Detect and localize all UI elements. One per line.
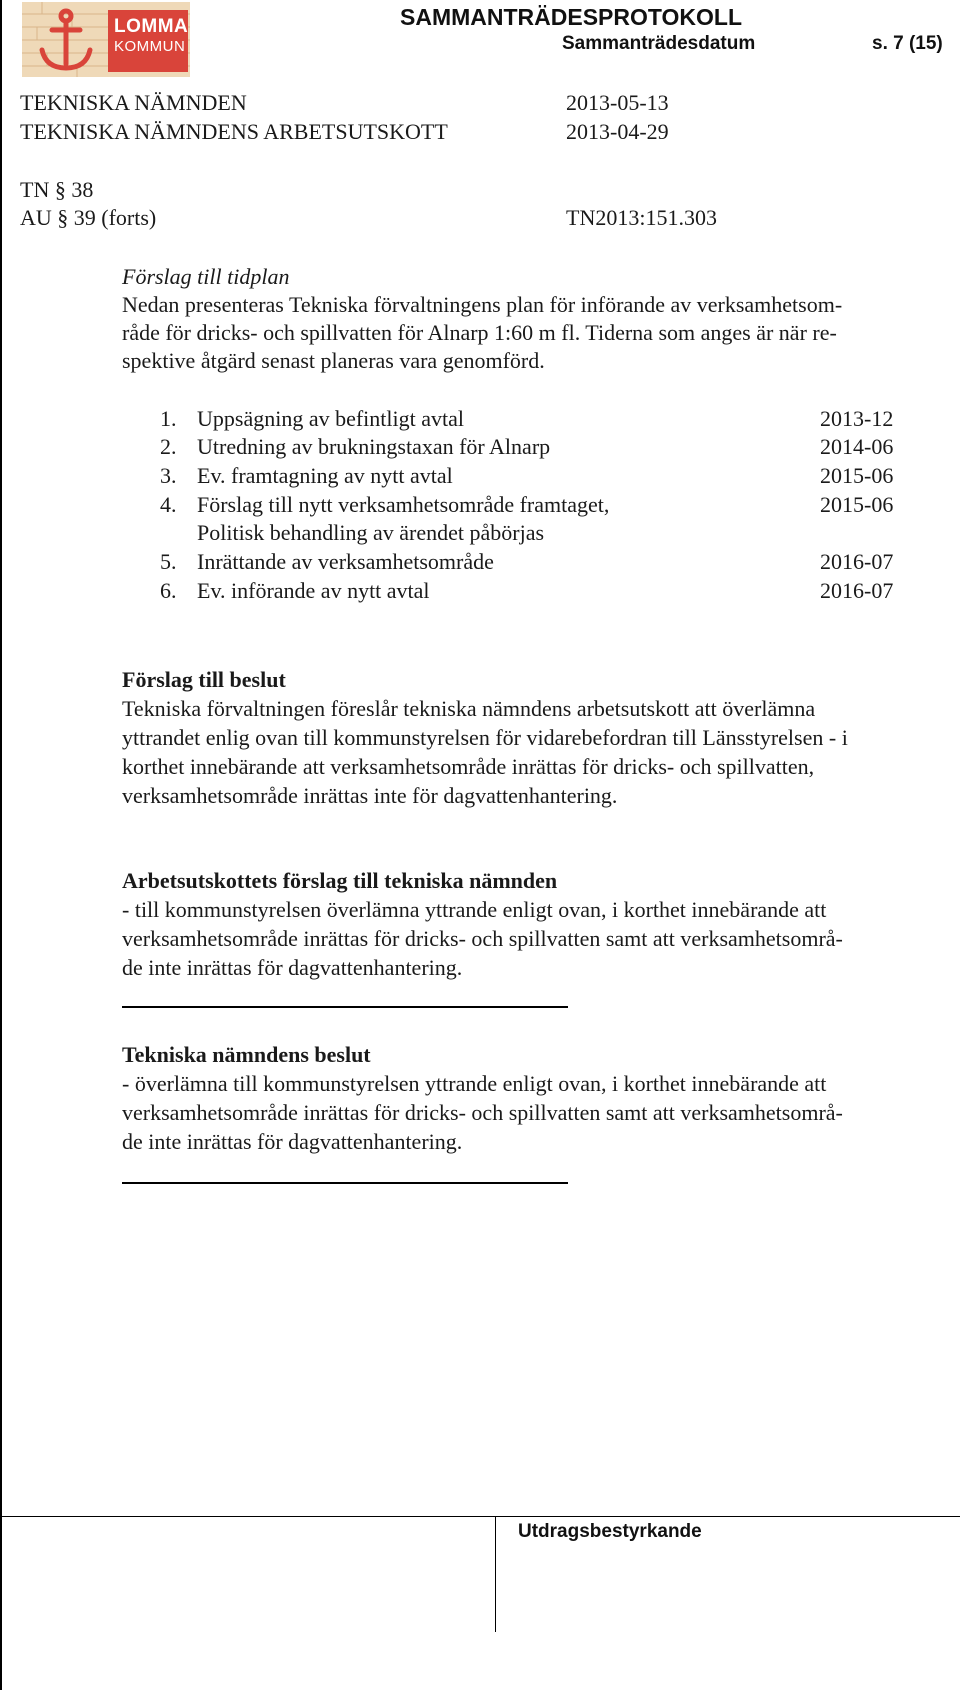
list-item-text-continued: Politisk behandling av ärendet påbörjas xyxy=(197,520,545,545)
lomma-kommun-logo xyxy=(22,2,190,77)
footer-divider xyxy=(495,1516,496,1632)
list-item-date: 2016-07 xyxy=(820,578,894,603)
list-item-text: Uppsägning av befintligt avtal xyxy=(197,406,464,431)
list-item-date: 2016-07 xyxy=(820,549,894,574)
document-title: SAMMANTRÄDESPROTOKOLL xyxy=(400,4,743,30)
list-item-number: 6. xyxy=(160,578,177,603)
decision-proposal-line-1: Tekniska förvaltningen föreslår tekniska nämndens arbetsutskott att överlämna xyxy=(122,696,816,721)
list-item-number: 2. xyxy=(160,434,177,459)
logo-text-lomma: LOMMA xyxy=(114,16,189,37)
meeting-date-label: Sammanträdesdatum xyxy=(562,33,756,54)
meeting-date-1: 2013-05-13 xyxy=(566,90,669,115)
list-item-number: 3. xyxy=(160,463,177,488)
committee-proposal-line-2: verksamhetsområde inrättas för dricks- och spillvatten samt att verksamhetsområ- xyxy=(122,926,843,951)
board-decision-line-1: - överlämna till kommunstyrelsen yttrande enligt ovan, i korthet innebärande att xyxy=(122,1071,827,1096)
case-number: TN2013:151.303 xyxy=(566,205,717,230)
decision-proposal-line-3: korthet innebärande att verksamhetsområde inrättas för dricks- och spillvatten, xyxy=(122,754,815,779)
board-decision-line-2: verksamhetsområde inrättas för dricks- och spillvatten samt att verksamhetsområ- xyxy=(122,1100,843,1125)
list-item-number: 4. xyxy=(160,492,177,517)
list-item-text: Utredning av brukningstaxan för Alnarp xyxy=(197,434,551,459)
list-item-text: Ev. framtagning av nytt avtal xyxy=(197,463,453,488)
decision-proposal-line-2: yttrandet enlig ovan till kommunstyrelsen för vidarebefordran till Länsstyrelsen - i xyxy=(122,725,848,750)
committee-proposal-line-3: de inte inrättas för dagvattenhantering. xyxy=(122,955,463,980)
section-rule xyxy=(122,1182,568,1184)
board-decision-line-3: de inte inrättas för dagvattenhantering. xyxy=(122,1129,463,1154)
meeting-date-2: 2013-04-29 xyxy=(566,119,669,144)
tn-paragraph: TN § 38 xyxy=(20,177,94,202)
decision-proposal-line-4: verksamhetsområde inrättas inte för dagvattenhantering. xyxy=(122,783,618,808)
list-item-number: 1. xyxy=(160,406,177,431)
list-item-date: 2015-06 xyxy=(820,463,894,488)
meeting-body-2: TEKNISKA NÄMNDENS ARBETSUTSKOTT xyxy=(20,119,448,144)
au-paragraph: AU § 39 (forts) xyxy=(20,205,157,230)
certification-label: Utdragsbestyrkande xyxy=(518,1521,702,1542)
timeline-heading: Förslag till tidplan xyxy=(122,264,290,289)
page-left-border xyxy=(0,0,2,1690)
timeline-text-line-2: råde för dricks- och spillvatten för Alnarp 1:60 m fl. Tiderna som anges är när re- xyxy=(122,320,837,345)
meeting-body-1: TEKNISKA NÄMNDEN xyxy=(20,90,247,115)
logo-text-kommun: KOMMUN xyxy=(114,38,186,55)
list-item-text: Förslag till nytt verksamhetsområde framtaget, xyxy=(197,492,610,517)
list-item-date: 2015-06 xyxy=(820,492,894,517)
list-item-text: Ev. införande av nytt avtal xyxy=(197,578,430,603)
decision-proposal-heading: Förslag till beslut xyxy=(122,667,286,692)
list-item-date: 2014-06 xyxy=(820,434,894,459)
board-decision-heading: Tekniska nämndens beslut xyxy=(122,1042,371,1067)
list-item-text: Inrättande av verksamhetsområde xyxy=(197,549,494,574)
list-item-date: 2013-12 xyxy=(820,406,894,431)
committee-proposal-line-1: - till kommunstyrelsen överlämna yttrande enligt ovan, i korthet innebärande att xyxy=(122,897,827,922)
footer-rule xyxy=(0,1516,960,1517)
section-rule xyxy=(122,1006,568,1008)
page-number: s. 7 (15) xyxy=(872,33,943,54)
timeline-text-line-3: spektive åtgärd senast planeras vara genomförd. xyxy=(122,348,545,373)
timeline-text-line-1: Nedan presenteras Tekniska förvaltningens plan för införande av verksamhetsom- xyxy=(122,292,843,317)
list-item-number: 5. xyxy=(160,549,177,574)
committee-proposal-heading: Arbetsutskottets förslag till tekniska nämnden xyxy=(122,868,558,893)
